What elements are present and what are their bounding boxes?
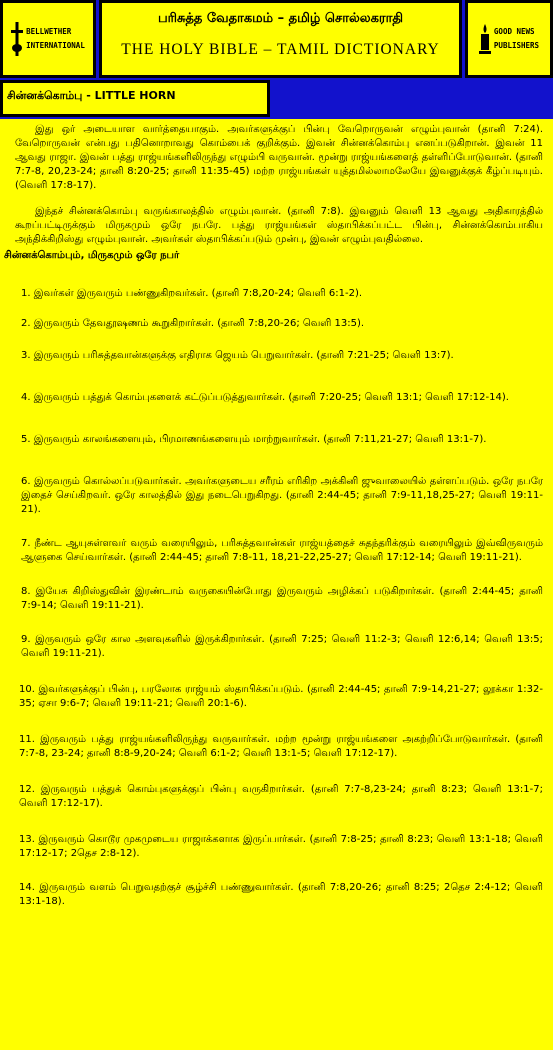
good-news-logo	[465, 0, 553, 78]
list-item: 13. இருவரும் கொடூர முகமுடைய ராஜாக்களாக இருப்பார்கள். (தானி 7:8-25; தானி 8:23; வெளி 13:1-18; வெளி 17:12-17; 2தெச 2:8-12).	[19, 834, 543, 859]
bellwether-logo	[0, 0, 96, 78]
entry-body	[0, 119, 553, 1050]
list-item: 14. இருவரும் வளம் பெறுவதற்குச் சூழ்ச்சி பண்ணுவார்கள். (தானி 7:8,20-26; தானி 8:25; 2தெச 2:4-12; வெளி 13:1-18).	[19, 882, 543, 907]
list-item: 11. இருவரும் பத்து ராஜ்யங்களிலிருந்து வருவார்கள். மற்ற மூன்று ராஜ்யங்களை அகற்றிப்போடுவார்கள். (தானி 7:7-8, 23-24; தானி 8:8-9,20-24; வெளி 6:1-2; வெளி 13:1-5; வெளி 17:12-17).	[19, 734, 543, 759]
lamp-icon	[479, 22, 491, 56]
list-item: 7. நீண்ட ஆயுசுள்ளவர் வரும் வரையிலும், பரிசுத்தவான்கள் ராஜ்யத்தைச் சுதந்தரிக்கும் வரையிலும் இவ்விருவரும் ஆளுகை செய்வார்கள். (தானி 2:44-45; தானி 7:8-11, 18,21-22,25-27; வெளி 17:12-14; வெளி 19:11-21).	[21, 538, 543, 563]
title-english: THE HOLY BIBLE – TAMIL DICTIONARY	[121, 41, 440, 58]
lamb-icon	[11, 22, 23, 56]
list-item: 9. இருவரும் ஒரே கால அளவுகளில் இருக்கிறார்கள். (தானி 7:25; வெளி 11:2-3; வெளி 12:6,14; வெளி 13:5; வெளி 19:11-21).	[21, 634, 543, 659]
list-item: 12. இருவரும் பத்துக் கொம்புகளுக்குப் பின்பு வருகிறார்கள். (தானி 7:7-8,23-24; தானி 8:23; வெளி 13:1-7; வெளி 17:12-17).	[19, 784, 543, 809]
paragraph-second: இந்தச் சின்னக்கொம்பு வருங்காலத்தில் எழும்புவான். (தானி 7:8). இவனும் வெளி 13 ஆவது அதிகாரத்தில் கூறப்பட்டிருக்கும் மிருகமும் ஒரே நபரே. பத்து ராஜ்யங்கள் ஸ்தாபிக்கப்பட்ட பின்பு, சின்னக்கொம்பாகிய அந்திக்கிறிஸ்து எழும்புவான். அவர்கள் ஸ்தாபிக்கப்படும் முன்பு, இவன் எழும்புவதில்லை.	[15, 206, 543, 245]
comparison-list	[15, 287, 543, 909]
entry-heading: சின்னக்கொம்பு - LITTLE HORN	[0, 80, 270, 117]
logo-right-line2: PUBLISHERS	[493, 41, 540, 50]
list-item: 5. இருவரும் காலங்களையும், பிரமாணங்களையும் மாற்றுவார்கள். (தானி 7:11,21-27; வெளி 13:1-7).	[21, 434, 487, 445]
logo-left-line1: BELLWETHER	[26, 27, 72, 36]
logo-left-line2: INTERNATIONAL	[26, 41, 85, 50]
list-item: 1. இவர்கள் இருவரும் பண்ணுகிறவர்கள். (தானி 7:8,20-24; வெளி 6:1-2).	[21, 288, 363, 299]
logo-right-line1: GOOD NEWS	[493, 27, 535, 36]
list-item: 3. இருவரும் பரிசுத்தவான்களுக்கு எதிராக ஜெயம் பெறுவார்கள். (தானி 7:21-25; வெளி 13:7).	[21, 350, 454, 361]
list-item: 6. இருவரும் கொல்லப்படுவார்கள். அவர்களுடைய சரீரம் எரிகிற அக்கினி ஜுவாலையில் தள்ளப்படும். ஒரே நபரே இதைச் செய்கிறவர். ஒரே காலத்தில் இது நடைபெறுகிறது. (தானி 2:44-45; தானி 7:9-11,18,25-27; வெளி 19:11-21).	[21, 476, 543, 515]
title-tamil: பரிசுத்த வேதாகமம் – தமிழ் சொல்லகராதி	[157, 11, 404, 26]
list-item: 10. இவர்களுக்குப் பின்பு, பரலோக ராஜ்யம் ஸ்தாபிக்கப்படும். (தானி 2:44-45; தானி 7:9-14,21-27; லூக்கா 1:32-35; ஏசா 9:6-7; வெளி 19:11-21; வெளி 20:1-6).	[19, 684, 543, 709]
paragraph-intro: இது ஒர் அடையாள வார்த்தையாகும். அவர்களுக்குப் பின்பு வேறொருவன் எழும்புவான் (தானி 7:24). வேறொருவன் என்பது பதினொறாவது கொம்பைக் குறிக்கும். இவன் சின்னக்கொம்பு எனப்படுகிறான். இவன் 11 ஆவது ராஜா. இவன் பத்து ராஜ்யங்களிலிருந்து எழும்பி வருவான். மூன்று ராஜ்யங்களைத் தள்ளிப்போடுவான். (தானி 7:7-8, 20,23-24; தானி 8:20-25; தானி 11:35-45) மற்ற ராஜ்யங்கள் யுத்தமில்லாமலேயே இவனுக்குக் கீழ்ப்படியும். (வெளி 17:8-17).	[15, 124, 543, 191]
header-title	[99, 0, 462, 78]
list-item: 8. இயேசு கிறிஸ்துவின் இரண்டாம் வருகையின்போது இருவரும் அழிக்கப் படுகிறார்கள். (தானி 2:44-45; தானி 7:9-14; வெளி 19:11-21).	[21, 586, 543, 611]
list-item: 4. இருவரும் பத்துக் கொம்புகளைக் கட்டுப்படுத்துவார்கள். (தானி 7:20-25; வெளி 13:1; வெளி 17:12-14).	[21, 392, 509, 403]
subheading: சின்னக்கொம்பும், மிருகமும் ஒரே நபர்	[4, 250, 180, 261]
list-item: 2. இருவரும் தேவதூஷணம் கூறுகிறார்கள். (தானி 7:8,20-26; வெளி 13:5).	[21, 318, 365, 329]
